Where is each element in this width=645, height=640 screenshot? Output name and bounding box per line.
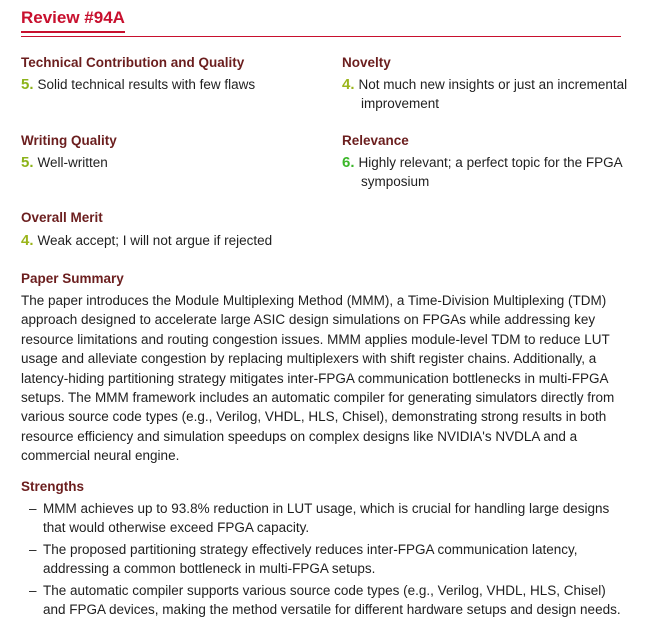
overall-score	[21, 231, 421, 250]
novelty-heading: Novelty	[342, 55, 391, 70]
dash-bullet: –	[29, 582, 37, 598]
novelty-score-value: 4.	[342, 76, 355, 93]
writing-heading: Writing Quality	[21, 133, 117, 148]
review-title: Review #94A	[21, 8, 125, 33]
overall-score-value: 4.	[21, 232, 34, 249]
dash-bullet: –	[29, 501, 37, 516]
writing-score	[21, 153, 321, 172]
overall-heading: Overall Merit	[21, 210, 103, 225]
writing-score-text: Well-written	[37, 155, 108, 170]
strength-text: MMM achieves up to 93.8% reduction in LUT usage, which is crucial for handling large designs that would otherwise exceed FPGA capacity.	[43, 501, 610, 536]
dash-bullet: –	[29, 541, 37, 557]
summary-heading: Paper Summary	[21, 271, 124, 286]
strength-item	[21, 581, 627, 620]
novelty-score-text: Not much new insights or just an incremental improvement	[358, 77, 628, 111]
strengths-list	[21, 499, 627, 621]
technical-score-value: 5.	[21, 76, 34, 93]
technical-score-text: Solid technical results with few flaws	[37, 77, 256, 92]
strength-text: The automatic compiler supports various source code types (e.g., Verilog, VHDL, HLS, Chisel) and FPGA devices, making the method versatile for different hardware setups and design needs.	[43, 582, 621, 618]
writing-score-value: 5.	[21, 154, 34, 171]
title-divider	[21, 36, 621, 37]
technical-heading: Technical Contribution and Quality	[21, 55, 245, 70]
technical-score	[21, 75, 321, 94]
relevance-score	[342, 153, 645, 191]
strength-text: The proposed partitioning strategy effectively reduces inter-FPGA communication latency, addressing a common bottleneck in multi-FPGA setups.	[43, 541, 578, 577]
novelty-score	[342, 75, 641, 113]
relevance-score-text: Highly relevant; a perfect topic for the FPGA symposium	[358, 155, 622, 189]
strength-item	[21, 499, 627, 538]
relevance-score-value: 6.	[342, 154, 355, 171]
overall-score-text: Weak accept; I will not argue if rejected	[37, 233, 273, 248]
relevance-heading: Relevance	[342, 133, 409, 148]
summary-text: The paper introduces the Module Multiplexing Method (MMM), a Time-Division Multiplexing (TDM) approach designed to accelerate large ASIC design simulations on FPGAs while addressing key resource limitations and routing congestion issues. MMM applies module-level TDM to reduce LUT usage and alleviate congestion by replacing multiplexers with shift register chains. Additionally, a latency-hiding partitioning strategy mitigates inter-FPGA communication bottlenecks in multi-FPGA setups. The MMM framework includes an automatic compiler for generating simulators directly from various source code types (e.g., Verilog, VHDL, HLS, Chisel), demonstrating strong results in both resource efficiency and simulation speedups on complex designs like NVIDIA's NVDLA and a commercial neural engine.	[21, 293, 615, 464]
strengths-heading: Strengths	[21, 479, 85, 494]
strength-item	[21, 540, 627, 579]
